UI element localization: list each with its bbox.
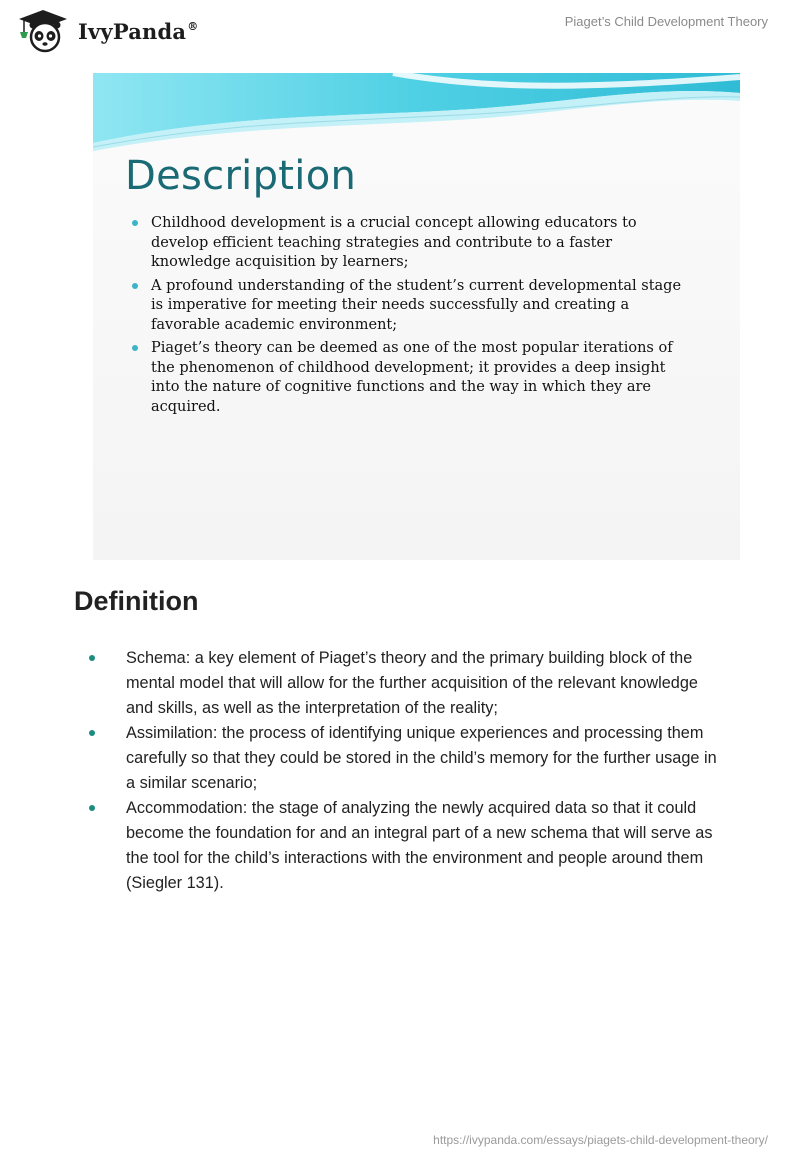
slide-wave-decoration (93, 73, 740, 163)
definition-heading: Definition (74, 586, 199, 616)
page-header (0, 0, 800, 60)
panda-graduate-icon (14, 8, 72, 54)
slide-bullet: Childhood development is a crucial concept allowing educators to develop efficient teaching strategies and contribute to a faster knowledge acquisition by learners; (129, 214, 689, 273)
definition-item: Schema: a key element of Piaget’s theory and the primary building block of the mental model that will allow for the further acquisition of the relevant knowledge and skills, as well as the interpretation of the reality; (126, 646, 726, 721)
definition-item: Assimilation: the process of identifying unique experiences and processing them carefully so that they could be stored in the child’s memory for the further usage in a similar scenario; (126, 721, 726, 796)
definition-list (126, 646, 726, 896)
footer-url[interactable]: https://ivypanda.com/essays/piagets-child-development-theory/ (433, 1133, 768, 1147)
logo[interactable] (14, 8, 198, 54)
slide-bullet-list (129, 214, 689, 421)
brand-name: IvyPanda® (78, 18, 199, 44)
slide-title: Description (125, 153, 357, 199)
slide-bullet: A profound understanding of the student’s current developmental stage is imperative for meeting their needs successfully and creating a favorable academic environment; (129, 277, 689, 336)
slide-image (93, 73, 740, 560)
document-title: Piaget’s Child Development Theory (564, 14, 768, 29)
definition-item: Accommodation: the stage of analyzing the newly acquired data so that it could become the foundation for and an integral part of a new schema that will serve as the tool for the child’s interactions with the environment and people around them (Siegler 131). (126, 796, 726, 896)
slide-bullet: Piaget’s theory can be deemed as one of the most popular iterations of the phenomenon of childhood development; it provides a deep insight into the nature of cognitive functions and the way in which they are acquired. (129, 339, 689, 417)
